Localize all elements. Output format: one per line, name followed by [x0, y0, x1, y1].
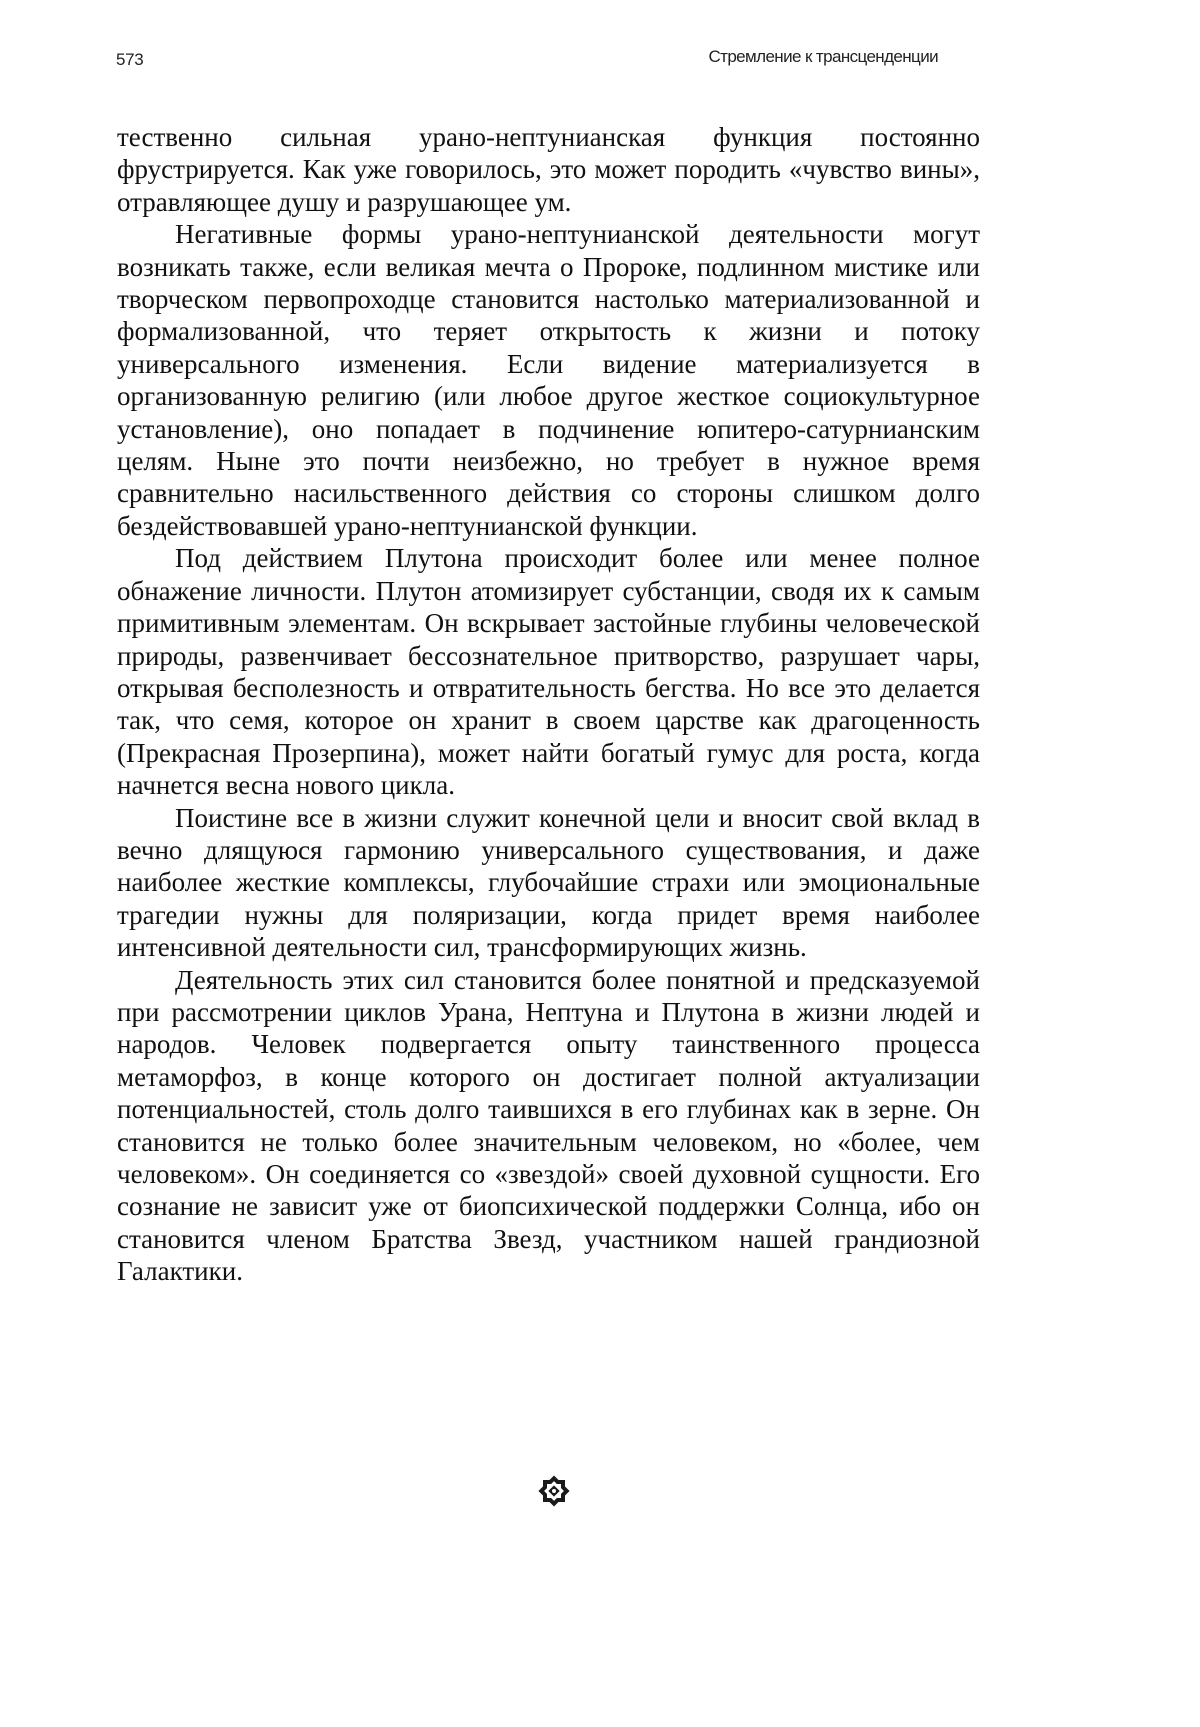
paragraph-4: Поистине все в жизни служит конечной цели и вносит свой вклад в вечно длящуюся гармонию универсального существования, и даже наиболее жесткие комплексы, глубочайшие страхи или эмоциональные трагедии нужны для поляризации, когда придет время наиболее интенсивной деятельности сил, трансформирующих жизнь. — [117, 802, 980, 964]
paragraph-3: Под действием Плутона происходит более или менее полное обнажение личности. Плутон атомизирует субстанции, сводя их к самым примитивным элементам. Он вскрывает застойные глубины человеческой природы, развенчивает бессознательное притворство, разрушает чары, открывая бесполезность и отвратительность бегства. Но все это делается так, что семя, которое он хранит в своем царстве как драгоценность (Прекрасная Прозерпина), может найти богатый гумус для роста, когда начнется весна нового цикла. — [117, 542, 980, 801]
page-number: 573 — [116, 50, 143, 70]
page-body-text — [117, 121, 980, 1288]
paragraph-5: Деятельность этих сил становится более понятной и предсказуемой при рассмотрении циклов Урана, Нептуна и Плутона в жизни людей и народов. Человек подвергается опыту таинственного процесса метаморфоз, в конце которого он достигает полной актуализации потенциальностей, столь долго таившихся в его глубинах как в зерне. Он становится не только более значительным человеком, но «более, чем человеком». Он соединяется со «звездой» своей духовной сущности. Его сознание не зависит уже от биопсихической поддержки Солнца, ибо он становится членом Братства Звезд, участником нашей грандиозной Галактики. — [117, 964, 980, 1288]
octagonal-star-ornament-icon — [536, 1473, 572, 1509]
paragraph-2: Негативные формы урано-нептунианской деятельности могут возникать также, если великая мечта о Пророке, подлинном мистике или творческом первопроходце становится настолько материализованной и формализованной, что теряет открытость к жизни и потоку универсального изменения. Если видение материализуется в организованную религию (или любое другое жесткое социокультурное установление), оно попадает в подчинение юпитеро-сатурнианским целям. Ныне это почти неизбежно, но требует в нужное время сравнительно насильственного действия со стороны слишком долго бездействовавшей урано-нептунианской функции. — [117, 218, 980, 542]
running-head: Стремление к трансценденции — [708, 47, 938, 67]
paragraph-1: тественно сильная урано-нептунианская функция постоянно фрустрируется. Как уже говорилось, это может породить «чувство вины», отравляющее душу и разрушающее ум. — [117, 121, 980, 218]
